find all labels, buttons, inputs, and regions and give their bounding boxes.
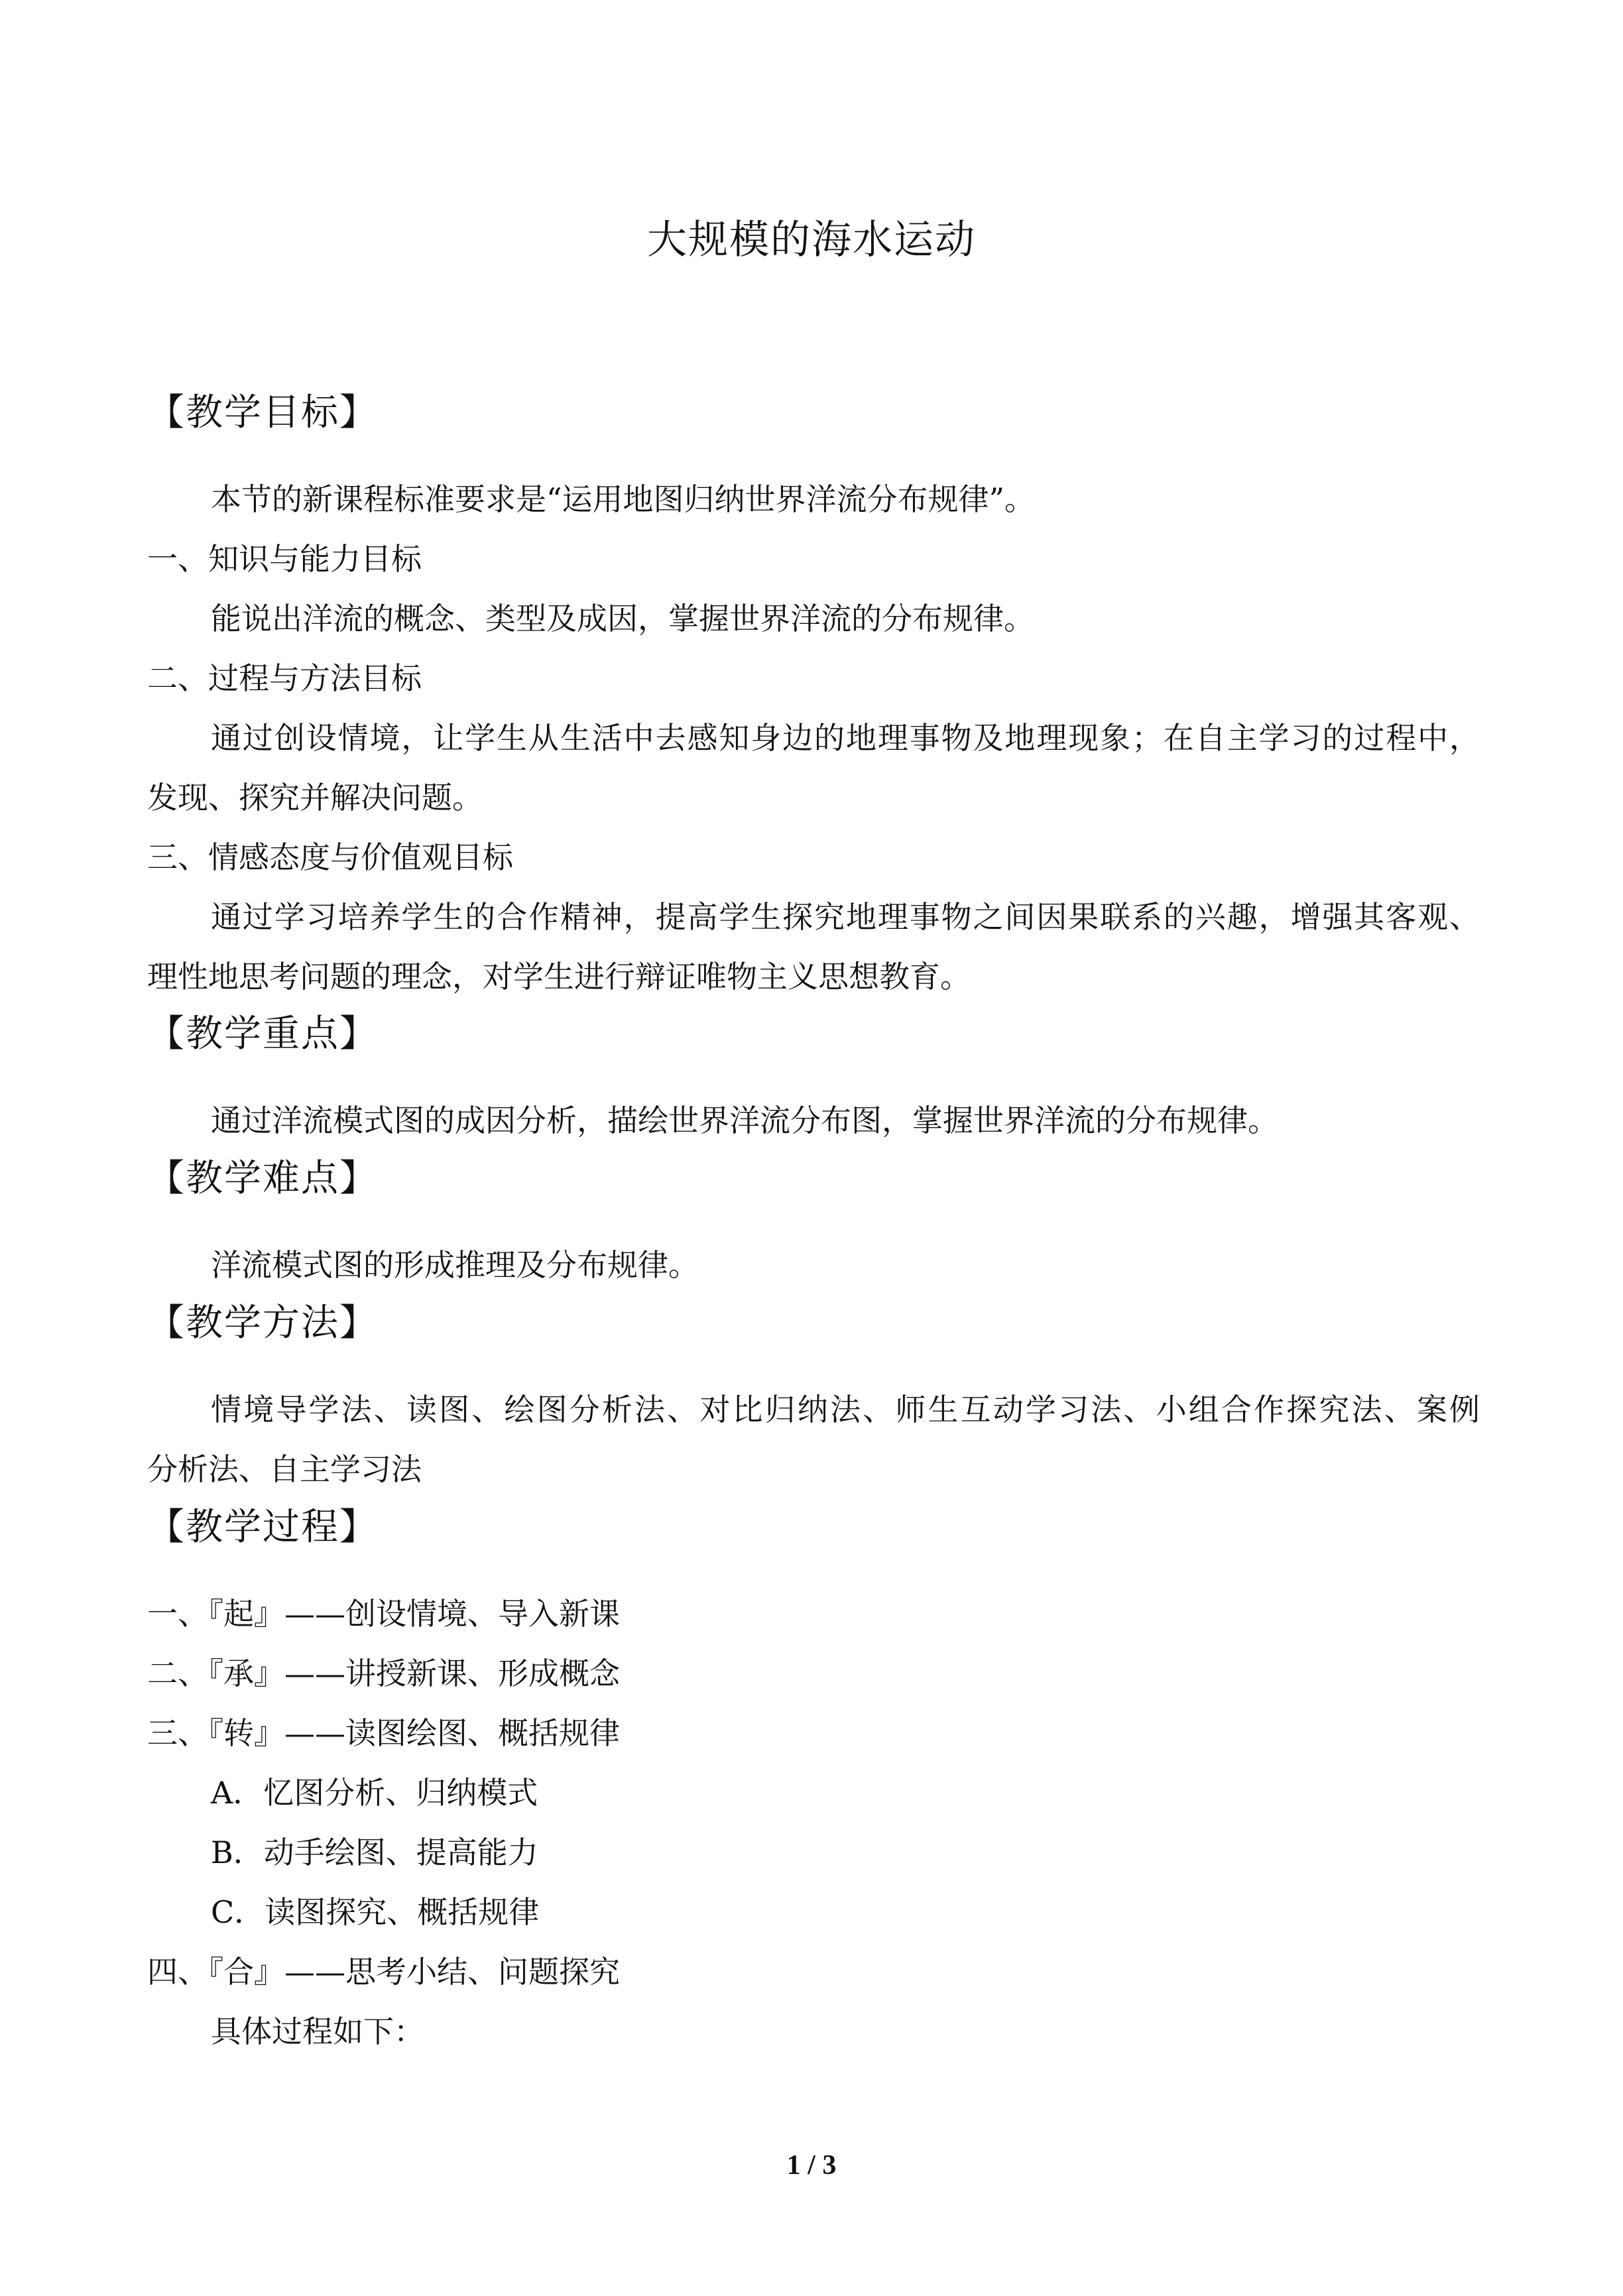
heading-teaching-goals: 【教学目标】 <box>147 391 378 434</box>
heading-key-points: 【教学重点】 <box>147 1012 378 1056</box>
process-step-3: 三、『转』——读图绘图、概括规律 <box>147 1715 620 1751</box>
goal-2-text-line-1: 通过创设情境，让学生从生活中去感知身边的地理事物及地理现象；在自主学习的过程中， <box>211 720 1480 756</box>
process-step-1: 一、『起』——创设情境、导入新课 <box>147 1596 620 1632</box>
process-step-2: 二、『承』——讲授新课、形成概念 <box>147 1656 620 1691</box>
goal-3-text-line-1: 通过学习培养学生的合作精神，提高学生探究地理事物之间因果联系的兴趣，增强其客观、 <box>211 899 1480 935</box>
key-points-text: 通过洋流模式图的成因分析，描绘世界洋流分布图，掌握世界洋流的分布规律。 <box>211 1103 1278 1138</box>
process-detail: 具体过程如下： <box>211 2014 424 2049</box>
process-step-4: 四、『合』——思考小结、问题探究 <box>147 1954 620 1990</box>
goal-2-title: 二、过程与方法目标 <box>147 660 422 696</box>
methods-text-line-2: 分析法、自主学习法 <box>147 1451 422 1487</box>
goal-3-title: 三、情感态度与价值观目标 <box>147 839 513 875</box>
document-title: 大规模的海水运动 <box>647 217 976 263</box>
methods-text-line-1: 情境导学法、读图、绘图分析法、对比归纳法、师生互动学习法、小组合作探究法、案例 <box>211 1392 1480 1427</box>
process-step-3-c: C．读图探究、概括规律 <box>211 1894 540 1930</box>
process-step-3-a: A．忆图分析、归纳模式 <box>211 1775 538 1811</box>
page-number: 1 / 3 <box>786 2150 837 2181</box>
goal-1-text: 能说出洋流的概念、类型及成因，掌握世界洋流的分布规律。 <box>211 601 1034 636</box>
process-step-3-b: B．动手绘图、提高能力 <box>211 1835 538 1870</box>
goal-1-title: 一、知识与能力目标 <box>147 541 422 577</box>
difficulties-text: 洋流模式图的形成推理及分布规律。 <box>211 1247 699 1283</box>
goal-3-text-line-2: 理性地思考问题的理念，对学生进行辩证唯物主义思想教育。 <box>147 959 971 995</box>
heading-methods: 【教学方法】 <box>147 1301 378 1345</box>
goals-intro: 本节的新课程标准要求是“运用地图归纳世界洋流分布规律”。 <box>211 481 1036 517</box>
heading-difficulties: 【教学难点】 <box>147 1157 378 1200</box>
goal-2-text-line-2: 发现、探究并解决问题。 <box>147 780 483 816</box>
heading-process: 【教学过程】 <box>147 1506 378 1549</box>
